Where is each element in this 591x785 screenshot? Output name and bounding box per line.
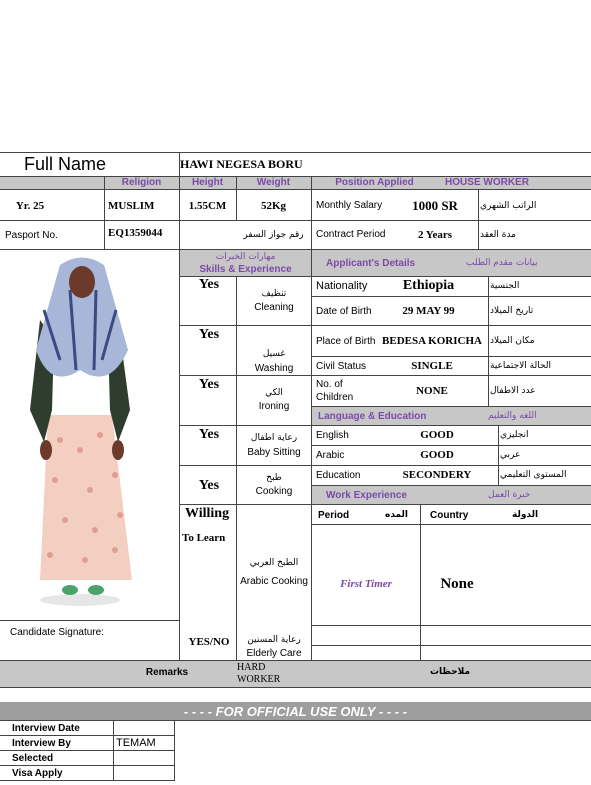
monthly-salary-arabic: الراتب الشهري bbox=[480, 201, 537, 211]
skill-baby-sitting-label: Baby Sitting bbox=[247, 447, 301, 458]
civil-status-arabic: الحالة الاجتماعية bbox=[490, 361, 551, 371]
remarks-label: Remarks bbox=[145, 666, 189, 678]
nationality-arabic: الجنسية bbox=[490, 281, 520, 291]
interview-by-label: Interview By bbox=[12, 737, 71, 749]
interview-date-label: Interview Date bbox=[12, 722, 80, 734]
official-use-banner: - - - - FOR OFFICIAL USE ONLY - - - - bbox=[0, 702, 591, 720]
skill-cleaning-label: Cleaning bbox=[254, 302, 294, 313]
country-header-arabic: الدولة bbox=[512, 510, 539, 520]
full-name-value: HAWI NEGESA BORU bbox=[180, 156, 303, 171]
skill-elderly-care-answer: YES/NO bbox=[188, 636, 230, 648]
english-arabic: انجليزي bbox=[500, 430, 529, 440]
skill-arabic-cooking-label: Arabic Cooking bbox=[240, 576, 308, 587]
place-of-birth-arabic: مكان الميلاد bbox=[490, 336, 535, 346]
work-title-arabic: خبرة العمل bbox=[488, 490, 531, 500]
skill-cooking-answer: Yes bbox=[198, 478, 220, 493]
skill-cleaning-answer: Yes bbox=[198, 277, 220, 292]
passport-number: EQ1359044 bbox=[108, 227, 163, 239]
work-country-value: None bbox=[440, 575, 474, 592]
education-value: SECONDERY bbox=[402, 469, 472, 481]
details-title: Applicant's Details bbox=[326, 257, 416, 269]
applicant-photo bbox=[0, 250, 180, 620]
place-of-birth-value: BEDESA KORICHA bbox=[382, 335, 482, 347]
full-name-label: Full Name bbox=[24, 153, 107, 174]
remarks-value: HARD WORKER bbox=[237, 662, 281, 685]
weight-header: Weight bbox=[256, 177, 291, 188]
period-header: Period bbox=[318, 509, 350, 521]
children-label: No. of Children bbox=[316, 379, 354, 403]
skills-title: Skills & Experience bbox=[199, 263, 292, 275]
position-applied-value: HOUSE WORKER bbox=[445, 177, 529, 188]
skill-washing-arabic: غسيل bbox=[262, 349, 286, 359]
skill-ironing-answer: Yes bbox=[198, 377, 220, 392]
passport-arabic: رقم جواز السفر bbox=[243, 230, 304, 240]
religion-value: MUSLIM bbox=[108, 200, 155, 212]
skill-cooking-arabic: طبخ bbox=[266, 473, 282, 483]
nationality-label: Nationality bbox=[316, 280, 368, 292]
weight-value: 52Kg bbox=[260, 200, 287, 212]
religion-header: Religion bbox=[121, 177, 162, 188]
skill-baby-sitting-answer: Yes bbox=[198, 427, 220, 442]
height-value: 1.55CM bbox=[188, 200, 227, 212]
education-arabic: المستوى التعليمي bbox=[500, 470, 567, 480]
language-title-arabic: اللغه والتعليم bbox=[488, 411, 537, 421]
visa-apply-label: Visa Apply bbox=[12, 767, 63, 779]
height-header: Height bbox=[191, 177, 224, 188]
civil-status-label: Civil Status bbox=[316, 360, 367, 372]
english-value: GOOD bbox=[420, 429, 454, 441]
children-arabic: عدد الاطفال bbox=[490, 386, 536, 396]
contract-period-value: 2 Years bbox=[417, 229, 453, 241]
monthly-salary-label: Monthly Salary bbox=[316, 200, 383, 211]
skill-elderly-care-label: Elderly Care bbox=[246, 648, 302, 659]
arabic-value: GOOD bbox=[420, 449, 454, 461]
skill-ironing-label: Ironing bbox=[258, 401, 290, 412]
civil-status-value: SINGLE bbox=[411, 360, 453, 372]
nationality-value: Ethiopia bbox=[402, 278, 455, 293]
dob-value: 29 MAY 99 bbox=[402, 305, 455, 317]
first-timer-status: First Timer bbox=[340, 578, 392, 590]
country-header: Country bbox=[430, 509, 469, 521]
skill-arabic-cooking-arabic: الطبخ العربي bbox=[249, 558, 299, 568]
children-value: NONE bbox=[416, 385, 448, 397]
contract-period-arabic: مدة العقد bbox=[480, 230, 516, 240]
candidate-signature-label: Candidate Signature: bbox=[10, 626, 104, 638]
dob-arabic: تاريخ الميلاد bbox=[490, 306, 534, 316]
language-title: Language & Education bbox=[318, 410, 427, 422]
contract-period-label: Contract Period bbox=[316, 229, 386, 240]
remarks-arabic: ملاحظات bbox=[429, 667, 471, 677]
skill-ironing-arabic: الكي bbox=[265, 388, 283, 398]
work-title: Work Experience bbox=[326, 489, 407, 501]
interview-by-value[interactable]: TEMAM bbox=[116, 737, 156, 749]
passport-label: Pasport No. bbox=[5, 229, 58, 241]
arabic-arabic: عربي bbox=[500, 450, 521, 460]
skills-title-arabic: مهارات الخبرات bbox=[215, 252, 276, 262]
education-label: Education bbox=[316, 469, 361, 481]
selected-label: Selected bbox=[12, 752, 54, 764]
details-title-arabic: بيانات مقدم الطلب bbox=[466, 258, 538, 268]
place-of-birth-label: Place of Birth bbox=[316, 335, 376, 347]
skill-cooking-label: Cooking bbox=[255, 486, 293, 497]
monthly-salary-value: 1000 SR bbox=[412, 198, 458, 213]
skill-arabic-cooking-answer: Willing bbox=[185, 506, 230, 521]
dob-label: Date of Birth bbox=[316, 305, 372, 317]
age-value: Yr. 25 bbox=[15, 200, 45, 212]
skill-washing-label: Washing bbox=[254, 363, 294, 374]
arabic-label: Arabic bbox=[316, 449, 345, 461]
skill-washing-answer: Yes bbox=[198, 327, 220, 342]
skill-elderly-care-arabic: رعاية المسنين bbox=[247, 635, 301, 645]
english-label: English bbox=[316, 429, 349, 441]
skill-cleaning-arabic: تنظيف bbox=[261, 289, 287, 299]
position-applied-header: Position Applied bbox=[335, 177, 414, 188]
period-header-arabic: المده bbox=[385, 510, 409, 520]
skill-baby-sitting-arabic: رعاية اطفال bbox=[250, 433, 298, 443]
skill-arabic-cooking-answer-2: To Learn bbox=[182, 532, 226, 544]
